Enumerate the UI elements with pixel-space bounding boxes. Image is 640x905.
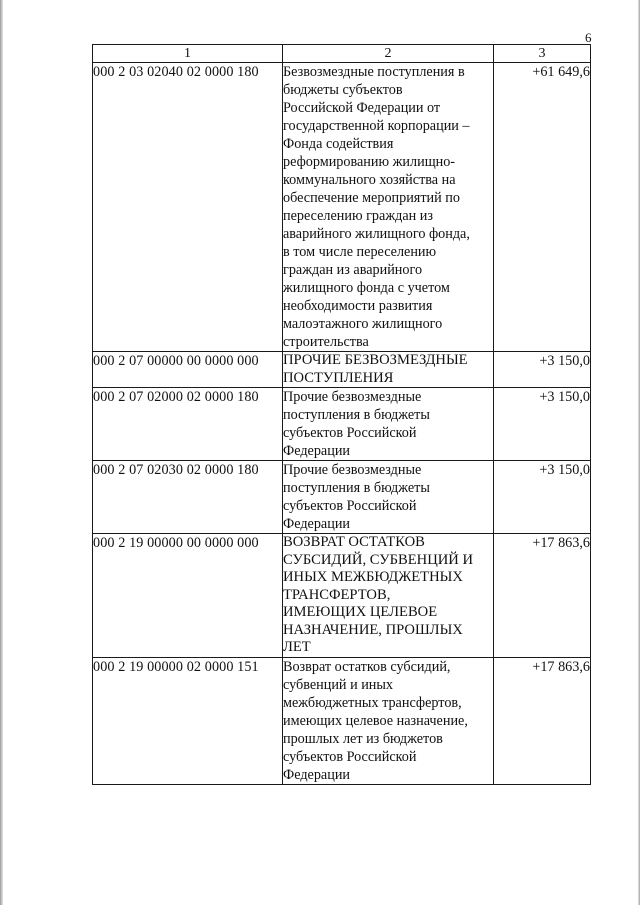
revenue-name-cell — [283, 657, 494, 784]
revenue-name-line: малоэтажного жилищного — [283, 316, 443, 332]
revenue-name-line: имеющих целевое назначение, — [283, 712, 468, 729]
budget-code-cell: 000 2 07 02030 02 0000 180 — [93, 461, 283, 534]
amount-cell: +3 150,0 — [494, 461, 591, 534]
table-row — [93, 63, 591, 352]
revenue-name-line: реформированию жилищно- — [283, 154, 456, 170]
revenue-name-line: необходимости развития — [283, 298, 433, 314]
revenue-name-line: ВОЗВРАТ ОСТАТКОВ — [283, 534, 425, 550]
amount-cell: +17 863,6 — [494, 534, 591, 658]
revenue-name-line: Федерации — [283, 516, 351, 532]
revenue-name-line: ПРОЧИЕ БЕЗВОЗМЕЗДНЫЕ — [283, 352, 468, 368]
revenue-name-line: ЛЕТ — [283, 639, 311, 655]
revenue-name-line: НАЗНАЧЕНИЕ, ПРОШЛЫХ — [283, 621, 463, 638]
revenue-name-cell — [283, 388, 494, 461]
revenue-name-line: ТРАНСФЕРТОВ, — [283, 586, 391, 603]
revenue-name-cell — [283, 63, 494, 352]
scan-edge-left — [0, 0, 3, 905]
revenue-name-line: субвенций и иных — [283, 676, 394, 693]
budget-code-cell: 000 2 07 00000 00 0000 000 — [93, 352, 283, 388]
table-header-row — [93, 45, 591, 63]
table-body — [93, 63, 591, 785]
revenue-name-line: строительства — [283, 334, 369, 350]
revenue-name-line: обеспечение мероприятий по — [283, 190, 460, 206]
revenue-name-line: субъектов Российской — [283, 748, 417, 765]
revenue-name-line: Федерации — [283, 766, 351, 783]
revenue-name-line: в том числе переселению — [283, 244, 437, 260]
revenue-name-cell — [283, 534, 494, 658]
amount-cell: +3 150,0 — [494, 352, 591, 388]
revenue-name-line: поступления в бюджеты — [283, 480, 430, 496]
budget-code-cell: 000 2 19 00000 02 0000 151 — [93, 657, 283, 784]
revenue-name-line: граждан из аварийного — [283, 262, 423, 278]
revenue-name-cell — [283, 461, 494, 534]
revenue-name-line: аварийного жилищного фонда, — [283, 226, 470, 242]
amount-cell: +17 863,6 — [494, 657, 591, 784]
budget-code-cell: 000 2 19 00000 00 0000 000 — [93, 534, 283, 658]
column-header-2: 2 — [283, 45, 494, 63]
budget-code-cell: 000 2 03 02040 02 0000 180 — [93, 63, 283, 352]
revenue-name-line: Безвозмездные поступления в — [283, 64, 465, 80]
budget-table — [92, 44, 591, 785]
budget-code-cell: 000 2 07 02000 02 0000 180 — [93, 388, 283, 461]
revenue-name-line: жилищного фонда с учетом — [283, 280, 450, 296]
revenue-name-line: Возврат остатков субсидий, — [283, 658, 451, 675]
table-header — [93, 45, 591, 63]
column-header-3: 3 — [494, 45, 591, 63]
column-header-1: 1 — [93, 45, 283, 63]
revenue-name-line: СУБСИДИЙ, СУБВЕНЦИЙ И — [283, 551, 474, 568]
revenue-name-line: Фонда содействия — [283, 136, 394, 152]
page-number: 6 — [585, 30, 592, 45]
revenue-name-line: прошлых лет из бюджетов — [283, 730, 443, 747]
revenue-name-line: поступления в бюджеты — [283, 407, 430, 423]
revenue-name-line: государственной корпорации – — [283, 118, 470, 134]
amount-cell: +61 649,6 — [494, 63, 591, 352]
revenue-name-line: бюджеты субъектов — [283, 82, 403, 98]
table-row — [93, 657, 591, 784]
revenue-name-line: Российской Федерации от — [283, 100, 441, 116]
table-row — [93, 352, 591, 388]
revenue-name-cell — [283, 352, 494, 388]
revenue-name-line: Федерации — [283, 443, 351, 459]
revenue-name-line: Прочие безвозмездные — [283, 462, 422, 478]
revenue-name-line: субъектов Российской — [283, 498, 417, 514]
revenue-name-line: ПОСТУПЛЕНИЯ — [283, 369, 394, 386]
revenue-name-line: межбюджетных трансфертов, — [283, 694, 462, 711]
table-row — [93, 461, 591, 534]
revenue-name-line: ИМЕЮЩИХ ЦЕЛЕВОЕ — [283, 604, 438, 620]
revenue-name-line: переселению граждан из — [283, 208, 433, 224]
revenue-name-line: Прочие безвозмездные — [283, 389, 422, 405]
amount-cell: +3 150,0 — [494, 388, 591, 461]
table-row — [93, 388, 591, 461]
revenue-name-line: коммунального хозяйства на — [283, 172, 456, 188]
revenue-name-line: ИНЫХ МЕЖБЮДЖЕТНЫХ — [283, 569, 463, 585]
revenue-name-line: субъектов Российской — [283, 425, 417, 441]
table-row — [93, 534, 591, 658]
